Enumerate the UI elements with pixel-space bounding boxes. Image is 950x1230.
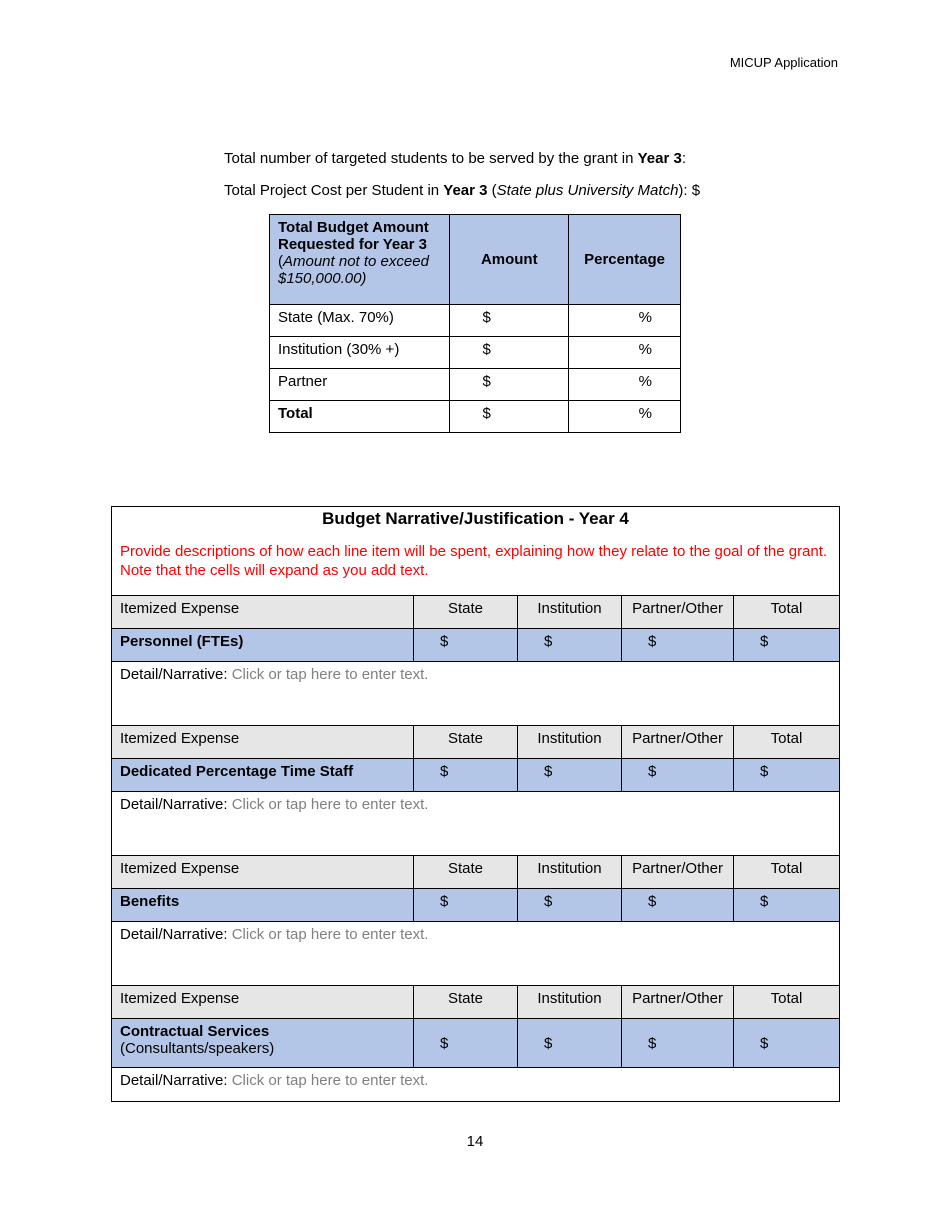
col-itemized-expense: Itemized Expense — [112, 856, 414, 889]
state-amount[interactable]: $ — [414, 889, 518, 922]
detail-placeholder[interactable]: Click or tap here to enter text. — [231, 1072, 429, 1089]
state-amount[interactable]: $ — [414, 1019, 518, 1068]
col-institution: Institution — [518, 596, 622, 629]
narrative-instructions: Provide descriptions of how each line item will be spent, explaining how they relate to the goal of the grant. Note that the cells will expand as you add text. — [120, 543, 828, 579]
itemized-header-row — [112, 596, 840, 629]
detail-placeholder[interactable]: Click or tap here to enter text. — [231, 926, 429, 943]
col-total: Total — [734, 986, 840, 1019]
row-label: State (Max. 70%) — [270, 305, 450, 337]
col-institution: Institution — [518, 856, 622, 889]
col-total: Total — [734, 596, 840, 629]
budget-summary-table — [269, 214, 681, 433]
page-number: 14 — [466, 1133, 484, 1150]
narrative-title: Budget Narrative/Justification - Year 4 — [322, 509, 629, 528]
total-amount[interactable]: $ — [734, 629, 840, 662]
cost-year: Year 3 — [443, 182, 488, 199]
detail-row — [112, 922, 840, 986]
col-total: Total — [734, 726, 840, 759]
percentage-column-header: Percentage — [569, 215, 681, 305]
line-item-category: Contractual Services — [120, 1023, 270, 1040]
percent-cell[interactable]: % — [569, 337, 681, 369]
col-partner-other: Partner/Other — [622, 596, 734, 629]
itemized-header-row — [112, 856, 840, 889]
cost-suffix: ): $ — [678, 182, 701, 199]
detail-label: Detail/Narrative: — [120, 666, 232, 683]
budget-narrative-table — [111, 506, 840, 1102]
narrative-title-row — [112, 507, 840, 596]
col-itemized-expense: Itemized Expense — [112, 596, 414, 629]
detail-narrative-field[interactable] — [112, 792, 840, 856]
detail-placeholder[interactable]: Click or tap here to enter text. — [231, 796, 429, 813]
amount-cell[interactable]: $ — [450, 337, 569, 369]
line-item-category: Personnel (FTEs) — [112, 629, 414, 662]
students-prefix: Total number of targeted students to be served by the grant in — [224, 150, 638, 167]
institution-amount[interactable]: $ — [518, 759, 622, 792]
detail-placeholder[interactable]: Click or tap here to enter text. — [231, 666, 429, 683]
partner-amount[interactable]: $ — [622, 629, 734, 662]
col-institution: Institution — [518, 986, 622, 1019]
detail-label: Detail/Narrative: — [120, 926, 232, 943]
amount-column-header: Amount — [450, 215, 569, 305]
row-label: Institution (30% +) — [270, 337, 450, 369]
detail-narrative-field[interactable] — [112, 662, 840, 726]
students-year: Year 3 — [637, 150, 682, 167]
detail-label: Detail/Narrative: — [120, 1072, 232, 1089]
detail-row — [112, 1068, 840, 1102]
itemized-header-row — [112, 986, 840, 1019]
detail-narrative-field[interactable] — [112, 922, 840, 986]
total-amount[interactable]: $ — [734, 889, 840, 922]
detail-narrative-field[interactable] — [112, 1068, 840, 1102]
line-item-category-cell — [112, 1019, 414, 1068]
col-total: Total — [734, 856, 840, 889]
percent-cell[interactable]: % — [569, 369, 681, 401]
amount-cell[interactable]: $ — [450, 305, 569, 337]
col-state: State — [414, 856, 518, 889]
budget-row-state — [270, 305, 681, 337]
amount-cell[interactable]: $ — [450, 401, 569, 433]
line-item-subtitle: (Consultants/speakers) — [120, 1040, 275, 1057]
col-itemized-expense: Itemized Expense — [112, 986, 414, 1019]
total-amount[interactable]: $ — [734, 759, 840, 792]
detail-row — [112, 792, 840, 856]
state-amount[interactable]: $ — [414, 759, 518, 792]
narrative-title-cell — [112, 507, 840, 596]
running-header: MICUP Application — [729, 55, 838, 70]
line-item-contractual-services — [112, 1019, 840, 1068]
total-amount[interactable]: $ — [734, 1019, 840, 1068]
col-partner-other: Partner/Other — [622, 856, 734, 889]
budget-header-row — [270, 215, 681, 305]
institution-amount[interactable]: $ — [518, 629, 622, 662]
line-item-dedicated-staff — [112, 759, 840, 792]
cost-prefix: Total Project Cost per Student in — [224, 182, 444, 199]
partner-amount[interactable]: $ — [622, 759, 734, 792]
line-item-benefits — [112, 889, 840, 922]
students-suffix: : — [681, 150, 686, 167]
institution-amount[interactable]: $ — [518, 1019, 622, 1068]
row-label: Partner — [270, 369, 450, 401]
amount-cell[interactable]: $ — [450, 369, 569, 401]
col-itemized-expense: Itemized Expense — [112, 726, 414, 759]
targeted-students-line — [224, 150, 686, 167]
partner-amount[interactable]: $ — [622, 889, 734, 922]
cost-italic: State plus University Match — [496, 182, 679, 199]
col-partner-other: Partner/Other — [622, 986, 734, 1019]
percent-cell[interactable]: % — [569, 305, 681, 337]
line-item-personnel — [112, 629, 840, 662]
line-item-category: Benefits — [112, 889, 414, 922]
state-amount[interactable]: $ — [414, 629, 518, 662]
itemized-header-row — [112, 726, 840, 759]
budget-header-label: Total Budget Amount Requested for Year 3 (Amount not to exceed $150,000.00) — [270, 215, 450, 305]
col-state: State — [414, 596, 518, 629]
col-institution: Institution — [518, 726, 622, 759]
detail-label: Detail/Narrative: — [120, 796, 232, 813]
line-item-category: Dedicated Percentage Time Staff — [112, 759, 414, 792]
cost-open: ( — [487, 182, 497, 199]
col-state: State — [414, 986, 518, 1019]
budget-row-institution — [270, 337, 681, 369]
institution-amount[interactable]: $ — [518, 889, 622, 922]
col-state: State — [414, 726, 518, 759]
cost-per-student-line — [224, 182, 700, 199]
row-label: Total — [270, 401, 450, 433]
col-partner-other: Partner/Other — [622, 726, 734, 759]
partner-amount[interactable]: $ — [622, 1019, 734, 1068]
detail-row — [112, 662, 840, 726]
budget-row-partner — [270, 369, 681, 401]
budget-row-total — [270, 401, 681, 433]
percent-cell[interactable]: % — [569, 401, 681, 433]
